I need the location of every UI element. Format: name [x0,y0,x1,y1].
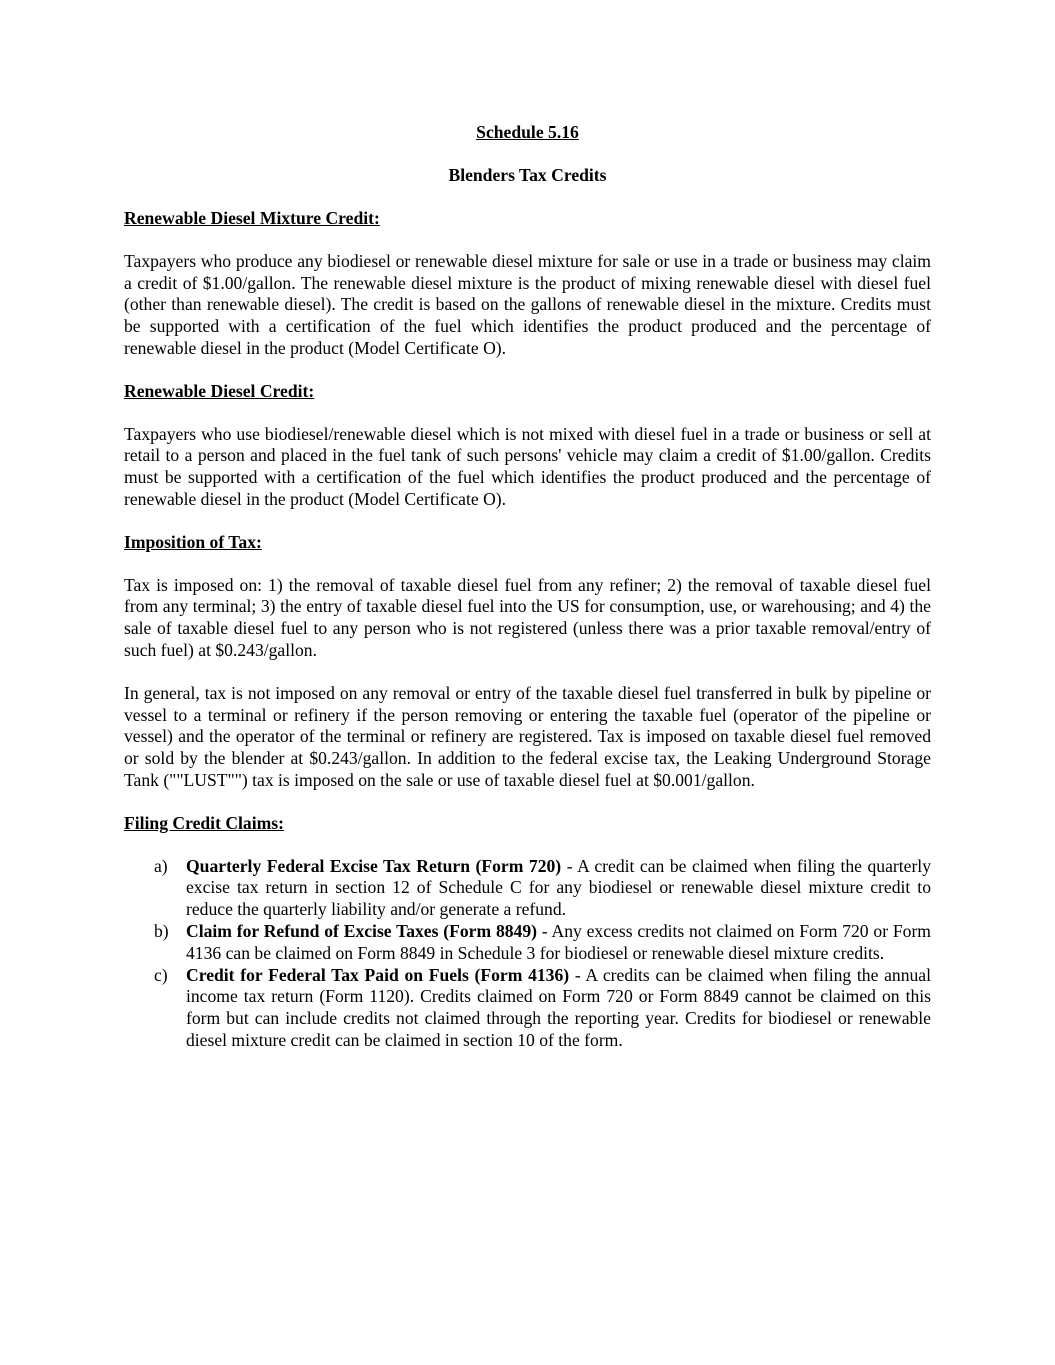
list-item [154,856,931,921]
section-diesel-credit [124,381,931,511]
list-marker: a) [154,855,168,876]
filing-claims-list [124,856,931,1052]
paragraph-imposition-2: In general, tax is not imposed on any removal or entry of the taxable diesel fuel transferred in bulk by pipeline or vessel to a terminal or refinery if the person removing or entering the taxable fuel (operator of the pipeline or vessel) and the operator of the terminal or refinery are registered. Tax is imposed on taxable diesel fuel removed or sold by the blender at $0.243/gallon. In addition to the federal excise tax, the Leaking Underground Storage Tank (""LUST"") tax is imposed on the sale or use of taxable diesel fuel at $0.001/gallon. [124,682,931,790]
list-marker: b) [154,920,169,941]
section-filing [124,813,931,1052]
list-marker: c) [154,964,168,985]
section-mixture-credit [124,208,931,360]
document-subtitle: Blenders Tax Credits [448,165,607,185]
section-heading-filing: Filing Credit Claims: [124,812,284,833]
paragraph-mixture-credit: Taxpayers who produce any biodiesel or renewable diesel mixture for sale or use in a trade or business may claim a credit of $1.00/gallon. The renewable diesel mixture is the product of mixing renewable diesel with diesel fuel (other than renewable diesel). The credit is based on the gallons of renewable diesel in the mixture. Credits must be supported with a certification of the fuel which identifies the product produced and the percentage of renewable diesel in the product (Model Certificate O). [124,250,931,358]
claim-description: - A credits can be claimed when filing the annual income tax return (Form 1120). Credits claimed on Form 720 or Form 8849 cannot be claimed on this form but can include credits not claimed through the reporting year. Credits for biodiesel or renewable diesel mixture credit can be claimed in section 10 of the form. [186,964,932,1050]
section-heading-diesel-credit: Renewable Diesel Credit: [124,380,315,401]
list-item [154,965,931,1052]
section-imposition [124,532,931,792]
list-item [154,921,931,965]
section-heading-mixture-credit: Renewable Diesel Mixture Credit: [124,208,380,228]
claim-description: - Any excess credits not claimed on Form 720 or Form 4136 can be claimed on Form 8849 in Schedule 3 for biodiesel or renewable diesel mixture credits. [186,920,931,963]
claim-description: - A credit can be claimed when filing the quarterly excise tax return in section 12 of Schedule C for any biodiesel or renewable diesel mixture credit to reduce the quarterly liability and/or generate a refund. [186,855,931,920]
document-page [124,122,931,1052]
claim-form-name: Quarterly Federal Excise Tax Return (Form 720) [186,855,562,876]
claim-form-name: Credit for Federal Tax Paid on Fuels (Form 4136) [186,964,570,985]
section-heading-imposition: Imposition of Tax: [124,531,262,552]
document-title: Schedule 5.16 [476,122,579,142]
claim-form-name: Claim for Refund of Excise Taxes (Form 8849) [186,920,537,941]
paragraph-diesel-credit: Taxpayers who use biodiesel/renewable diesel which is not mixed with diesel fuel in a trade or business or sell at retail to a person and placed in the fuel tank of such persons' vehicle may claim a credit of $1.00/gallon. Credits must be supported with a certification of the fuel which identifies the product produced and the percentage of renewable diesel in the product (Model Certificate O). [124,423,931,509]
paragraph-imposition-1: Tax is imposed on: 1) the removal of taxable diesel fuel from any refiner; 2) the removal of taxable diesel fuel from any terminal; 3) the entry of taxable diesel fuel into the US for consumption, use, or warehousing; and 4) the sale of taxable diesel fuel to any person who is not registered (unless there was a prior taxable removal/entry of such fuel) at $0.243/gallon. [124,574,931,660]
